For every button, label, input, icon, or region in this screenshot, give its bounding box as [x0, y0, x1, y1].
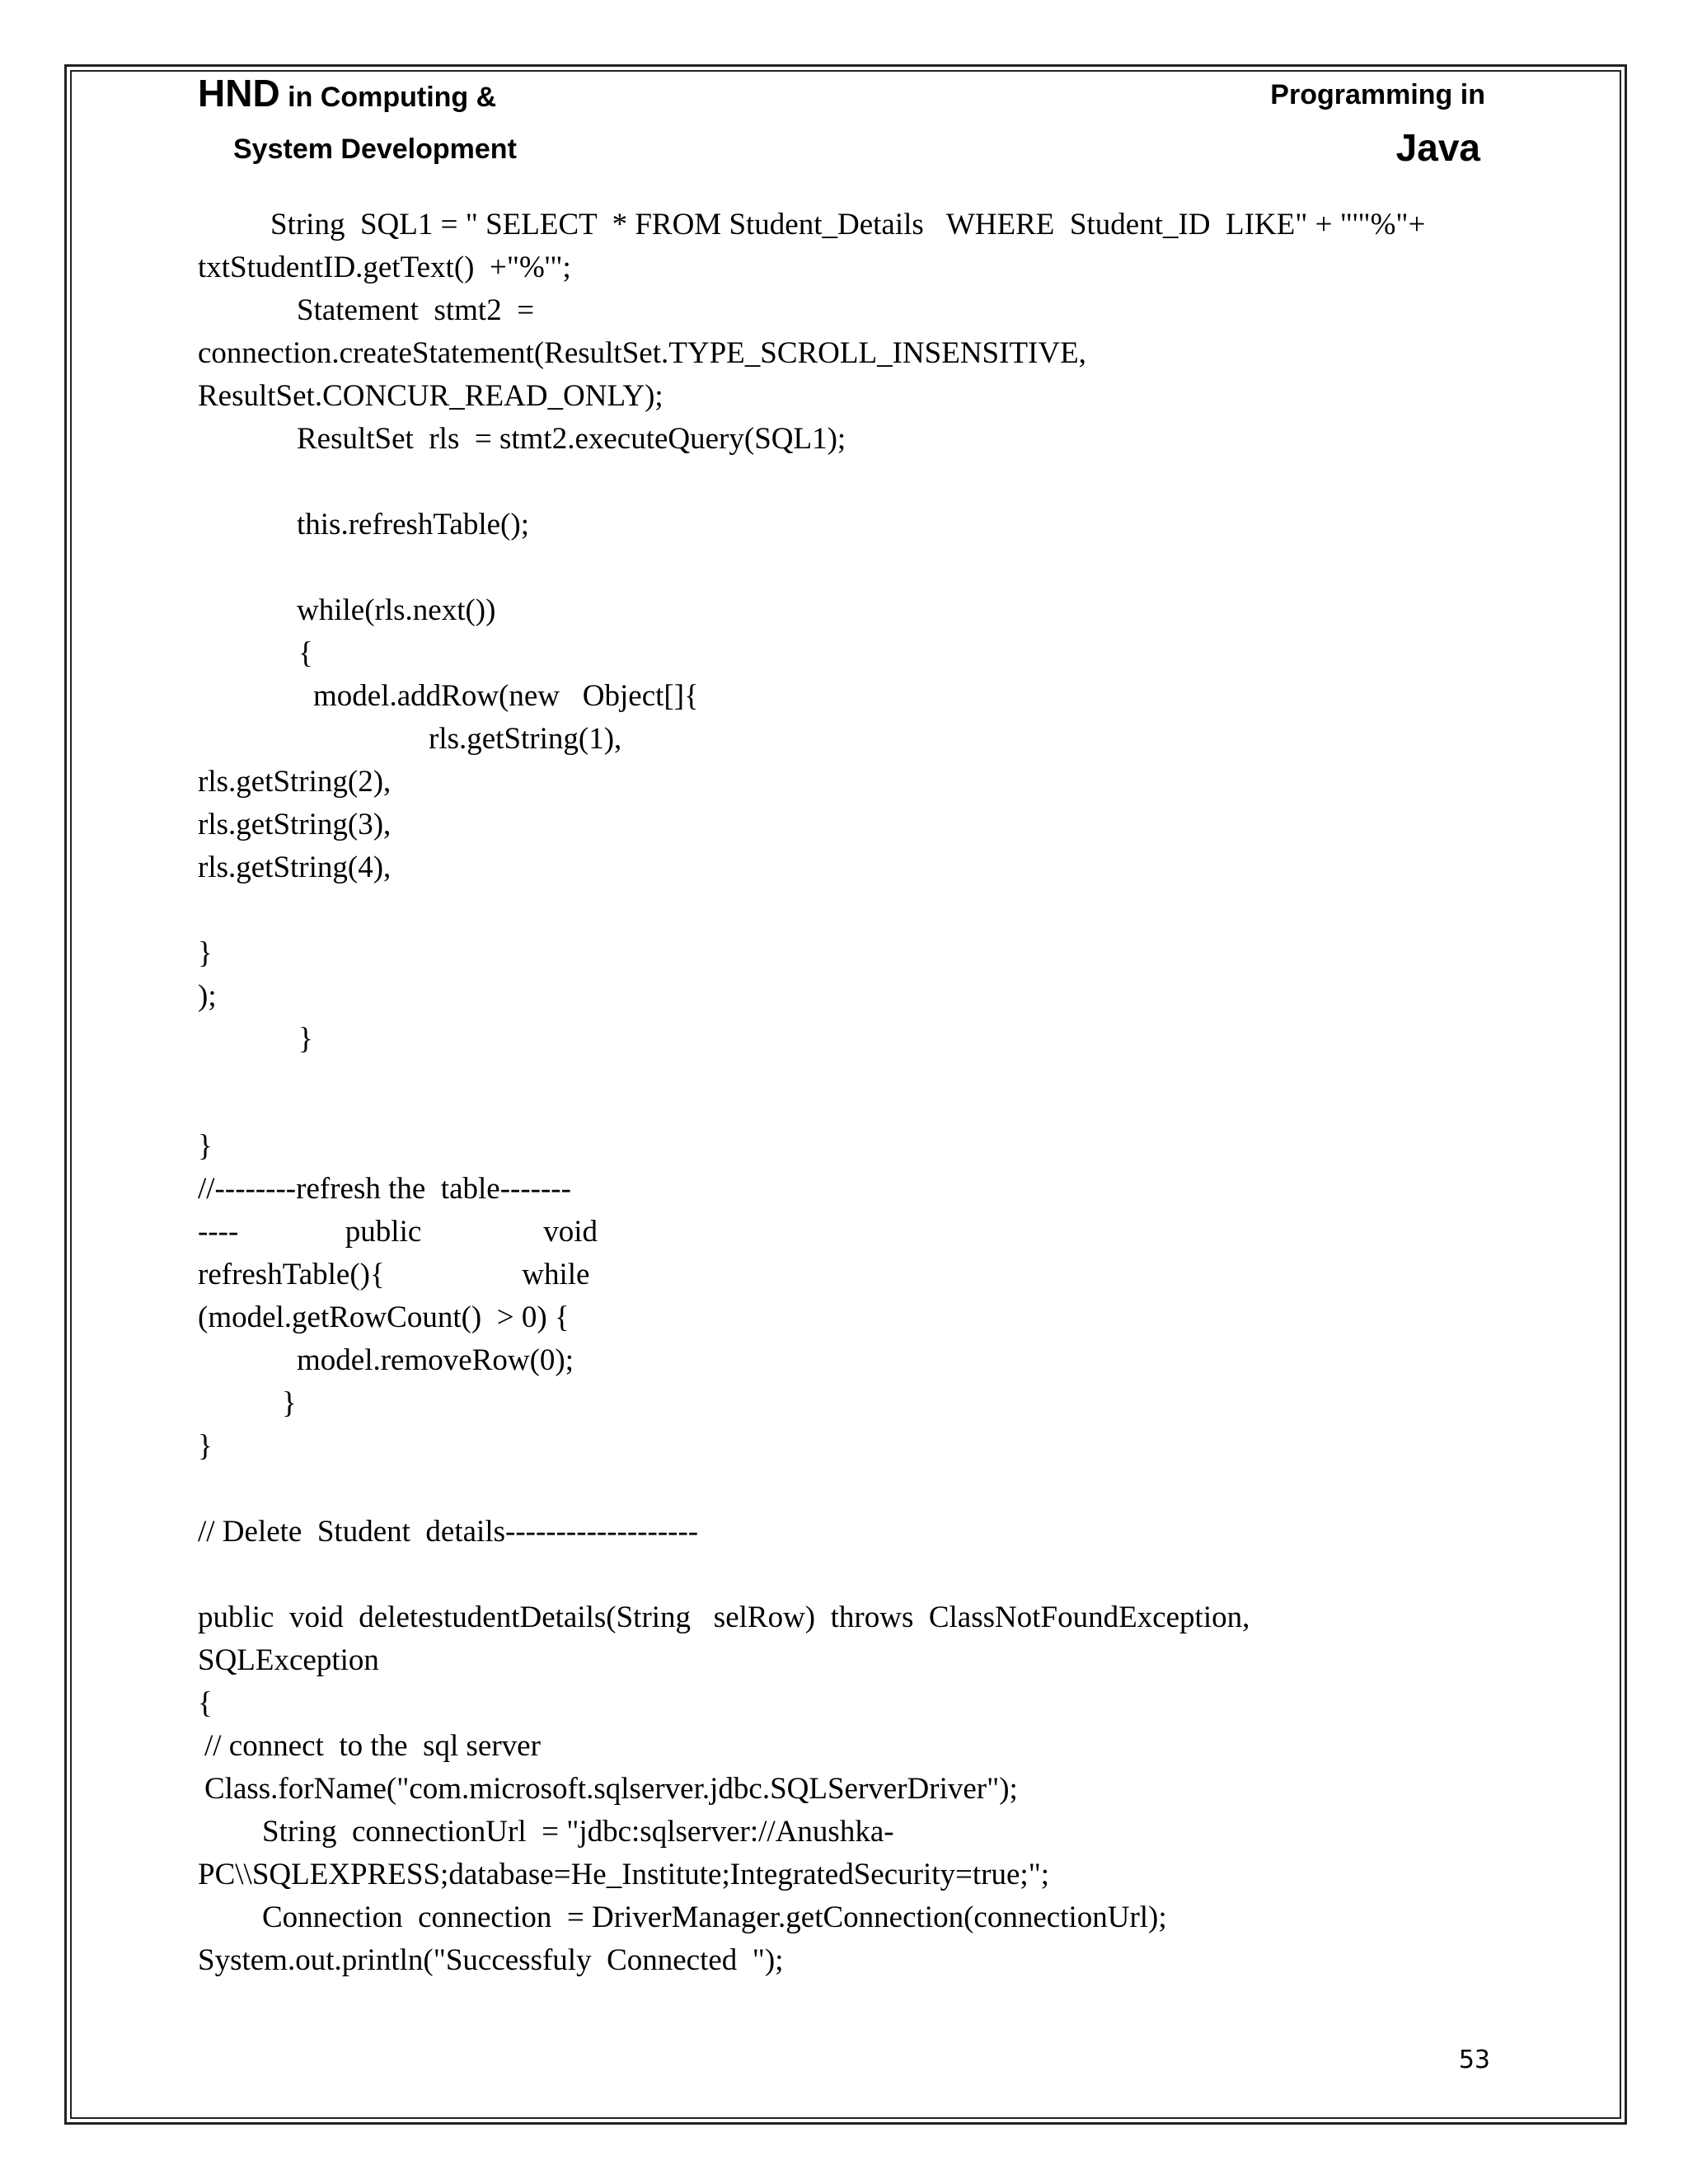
code-line: { — [298, 636, 313, 670]
code-line: } — [198, 1429, 213, 1463]
code-line: refreshTable(){ while — [198, 1258, 590, 1291]
code-line: // connect to the sql server — [204, 1729, 541, 1763]
code-line: ResultSet.CONCUR_READ_ONLY); — [198, 379, 663, 413]
code-line: Statement stmt2 = — [297, 293, 535, 327]
code-line: PC\\SQLEXPRESS;database=He_Institute;IntegratedSecurity=true;"; — [198, 1858, 1050, 1891]
code-line: String connectionUrl = "jdbc:sqlserver://Anushka- — [262, 1815, 894, 1849]
code-line: } — [298, 1022, 313, 1056]
header-programming-in: Programming in — [1270, 79, 1485, 110]
code-line: { — [198, 1686, 213, 1720]
code-line: rls.getString(1), — [429, 722, 622, 756]
code-line: ); — [198, 979, 217, 1013]
code-line: // Delete Student details------------------- — [198, 1515, 699, 1549]
code-line: txtStudentID.getText() +"%'"; — [198, 251, 571, 284]
header-in-computing: in Computing & — [279, 82, 497, 113]
code-line: //--------refresh the table------- — [198, 1172, 571, 1206]
code-line: this.refreshTable(); — [297, 508, 529, 541]
page-number: 53 — [1458, 2046, 1490, 2074]
code-line: } — [198, 936, 213, 970]
code-line: rls.getString(4), — [198, 851, 392, 884]
code-line: rls.getString(2), — [198, 765, 392, 799]
page-border-inner — [70, 70, 1621, 2119]
code-line: Class.forName("com.microsoft.sqlserver.jdbc.SQLServerDriver"); — [204, 1772, 1018, 1806]
header-course-title — [198, 71, 496, 115]
code-line: String SQL1 = " SELECT * FROM Student_Details WHERE Student_ID LIKE" + "'"%"+ — [270, 208, 1426, 241]
header-system-development: System Development — [233, 134, 517, 165]
header-hnd: HND — [198, 72, 280, 115]
code-line: SQLException — [198, 1643, 379, 1677]
code-line: rls.getString(3), — [198, 808, 392, 841]
code-line: ResultSet rls = stmt2.executeQuery(SQL1); — [297, 422, 846, 456]
code-line: System.out.println("Successfuly Connected "); — [198, 1943, 784, 1977]
code-line: model.addRow(new Object[]{ — [313, 679, 699, 713]
header-java: Java — [1395, 126, 1480, 169]
code-line: model.removeRow(0); — [297, 1343, 574, 1377]
code-line: connection.createStatement(ResultSet.TYPE_SCROLL_INSENSITIVE, — [198, 336, 1086, 370]
code-line: while(rls.next()) — [297, 593, 496, 627]
code-line: } — [198, 1129, 213, 1163]
code-line: (model.getRowCount() > 0) { — [198, 1301, 570, 1334]
code-line: ---- public void — [198, 1215, 598, 1249]
code-line: public void deletestudentDetails(String selRow) throws ClassNotFoundException, — [198, 1601, 1250, 1634]
code-line: } — [282, 1386, 297, 1420]
code-line: Connection connection = DriverManager.getConnection(connectionUrl); — [262, 1900, 1167, 1934]
